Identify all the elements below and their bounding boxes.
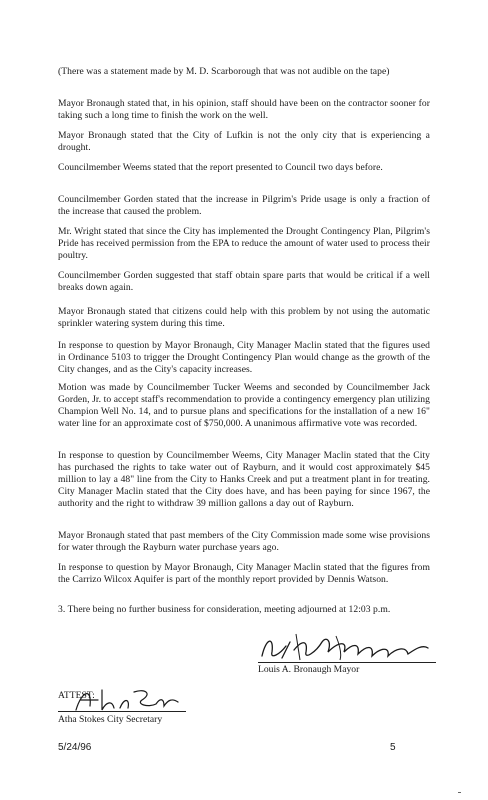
scan-speck	[458, 792, 461, 793]
paragraph-weems-report: Councilmember Weems stated that the report presented to Council two days before.	[58, 162, 383, 173]
footer-date: 5/24/96	[58, 742, 92, 753]
paragraph-spare-parts: Councilmember Gorden suggested that staff obtain spare parts that would be critical if a well breaks down again.	[58, 270, 430, 293]
attest-label: ATTEST:	[58, 690, 95, 701]
paragraph-ordinance-5103: In response to question by Mayor Bronaugh, City Manager Maclin stated that the figures used in Ordinance 5103 to trigger the Drought Contingency Plan would change as the growth of the City changes, and as the City's capacity increases.	[58, 340, 430, 375]
paragraph-rayburn-rights: In response to question by Councilmember Weems, City Manager Maclin stated that the City has purchased the rights to take water out of Rayburn, and it would cost approximately $45 million to lay a 48" line from the City to Hanks Creek and put a treatment plant in for treating. City Manager Maclin stated that the City does have, and has been paying for since 1967, the authority and the right to withdraw 39 million gallons a day out of Rayburn.	[58, 450, 430, 509]
mayor-signature-scrawl	[256, 630, 436, 664]
paragraph-motion: Motion was made by Councilmember Tucker Weems and seconded by Councilmember Jack Gorden, Jr. to accept staff's recommendation to provide a contingency emergency plan utilizing Champion Well No. 14, and to pursue plans and specifications for the installation of a new 16" water line for an approximate cost of $750,000. A unanimous affirmative vote was recorded.	[58, 382, 430, 429]
paragraph-commission-provisions: Mayor Bronaugh stated that past members of the City Commission made some wise provisions for water through the Rayburn water purchase years ago.	[58, 530, 430, 553]
paragraph-sprinkler: Mayor Bronaugh stated that citizens could help with this problem by not using the automatic sprinkler watering system during this time.	[58, 306, 430, 329]
paragraph-pilgrims-usage: Councilmember Gorden stated that the increase in Pilgrim's Pride usage is only a fraction of the increase that caused the problem.	[58, 194, 430, 217]
mayor-signature-line	[258, 662, 436, 663]
paragraph-adjournment: 3. There being no further business for consideration, meeting adjourned at 12:03 p.m.	[58, 604, 391, 615]
secretary-signature-scrawl	[72, 684, 182, 714]
paragraph-contractor-delay: Mayor Bronaugh stated that, in his opinion, staff should have been on the contractor sooner for taking such a long time to finish the work on the well.	[58, 98, 430, 121]
secretary-name-title: Atha Stokes City Secretary	[58, 714, 163, 725]
paragraph-carrizo-wilcox: In response to question by Mayor Bronaugh, City Manager Maclin stated that the figures from the Carrizo Wilcox Aquifer is part of the monthly report provided by Dennis Watson.	[58, 562, 430, 585]
mayor-name-title: Louis A. Bronaugh Mayor	[258, 664, 360, 675]
footer-page-number: 5	[390, 742, 396, 753]
paragraph-scarborough-statement: (There was a statement made by M. D. Scarborough that was not audible on the tape)	[58, 66, 390, 77]
paragraph-drought-other-cities: Mayor Bronaugh stated that the City of Lufkin is not the only city that is experiencing a drought.	[58, 130, 430, 153]
paragraph-drought-plan-epa: Mr. Wright stated that since the City has implemented the Drought Contingency Plan, Pilgrim's Pride has received permission from the EPA to reduce the amount of water used to process their poultry.	[58, 226, 431, 261]
secretary-signature-line	[58, 711, 186, 712]
